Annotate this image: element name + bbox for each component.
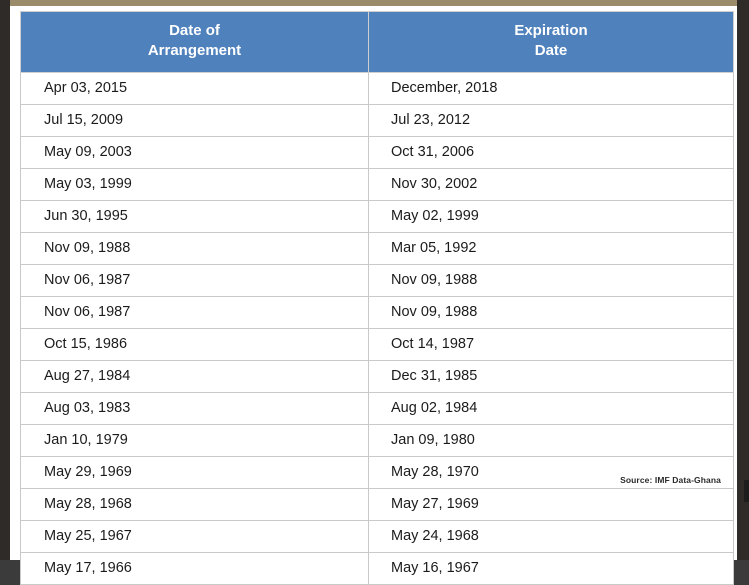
cell-arrangement-date: May 09, 2003 bbox=[21, 136, 369, 168]
cell-expiration-date: Dec 31, 1985 bbox=[369, 360, 734, 392]
cell-expiration-date: May 27, 1969 bbox=[369, 488, 734, 520]
table-row bbox=[21, 488, 734, 520]
column-header-line2: Date bbox=[534, 42, 568, 60]
table-header-row bbox=[21, 12, 734, 73]
table-row bbox=[21, 136, 734, 168]
cell-expiration-date-text: May 28, 1970 bbox=[391, 463, 479, 480]
cell-arrangement-date: Aug 03, 1983 bbox=[21, 392, 369, 424]
cell-arrangement-date: Nov 09, 1988 bbox=[21, 232, 369, 264]
cell-expiration-date: Oct 14, 1987 bbox=[369, 328, 734, 360]
table-row bbox=[21, 552, 734, 584]
table-row bbox=[21, 456, 734, 488]
cell-arrangement-date: Jun 30, 1995 bbox=[21, 200, 369, 232]
cell-expiration-date: Aug 02, 1984 bbox=[369, 392, 734, 424]
cell-expiration-date: Nov 09, 1988 bbox=[369, 264, 734, 296]
left-margin bbox=[0, 0, 10, 560]
document-sheet bbox=[10, 6, 737, 576]
cell-expiration-date: Jan 09, 1980 bbox=[369, 424, 734, 456]
column-header-line1: Expiration bbox=[514, 22, 588, 39]
column-header-expiration-date bbox=[369, 12, 734, 73]
cell-expiration-date: Mar 05, 1992 bbox=[369, 232, 734, 264]
cell-arrangement-date: May 17, 1966 bbox=[21, 552, 369, 584]
cell-expiration-date: May 16, 1967 bbox=[369, 552, 734, 584]
cell-expiration-date: Jul 23, 2012 bbox=[369, 104, 734, 136]
cell-arrangement-date: Oct 15, 1986 bbox=[21, 328, 369, 360]
cell-expiration-date: Nov 09, 1988 bbox=[369, 296, 734, 328]
table-row bbox=[21, 168, 734, 200]
cell-arrangement-date: Jan 10, 1979 bbox=[21, 424, 369, 456]
cell-arrangement-date: Nov 06, 1987 bbox=[21, 296, 369, 328]
source-note: Source: IMF Data-Ghana bbox=[620, 474, 721, 485]
column-header-line2: Arrangement bbox=[147, 42, 242, 60]
cell-expiration-date: May 02, 1999 bbox=[369, 200, 734, 232]
cell-expiration-date: Oct 31, 2006 bbox=[369, 136, 734, 168]
cell-arrangement-date: Jul 15, 2009 bbox=[21, 104, 369, 136]
column-header-date-of-arrangement bbox=[21, 12, 369, 73]
table-row bbox=[21, 360, 734, 392]
table-row bbox=[21, 104, 734, 136]
cell-arrangement-date: May 28, 1968 bbox=[21, 488, 369, 520]
cell-expiration-date bbox=[369, 456, 734, 488]
table-row bbox=[21, 296, 734, 328]
cell-expiration-date: December, 2018 bbox=[369, 72, 734, 104]
cell-arrangement-date: May 29, 1969 bbox=[21, 456, 369, 488]
cell-expiration-date: May 24, 1968 bbox=[369, 520, 734, 552]
column-header-line1: Date of bbox=[169, 22, 220, 39]
cell-arrangement-date: Aug 27, 1984 bbox=[21, 360, 369, 392]
table-row bbox=[21, 264, 734, 296]
table-row bbox=[21, 72, 734, 104]
scrollbar-thumb[interactable] bbox=[744, 480, 749, 502]
cell-arrangement-date: Apr 03, 2015 bbox=[21, 72, 369, 104]
right-margin bbox=[737, 0, 749, 560]
table-row bbox=[21, 520, 734, 552]
cell-arrangement-date: May 25, 1967 bbox=[21, 520, 369, 552]
arrangements-table bbox=[20, 11, 734, 585]
cell-arrangement-date: May 03, 1999 bbox=[21, 168, 369, 200]
table-row bbox=[21, 232, 734, 264]
table-row bbox=[21, 392, 734, 424]
cell-expiration-date: Nov 30, 2002 bbox=[369, 168, 734, 200]
table-row bbox=[21, 200, 734, 232]
table-body bbox=[21, 72, 734, 584]
table-row bbox=[21, 424, 734, 456]
cell-arrangement-date: Nov 06, 1987 bbox=[21, 264, 369, 296]
table-row bbox=[21, 328, 734, 360]
